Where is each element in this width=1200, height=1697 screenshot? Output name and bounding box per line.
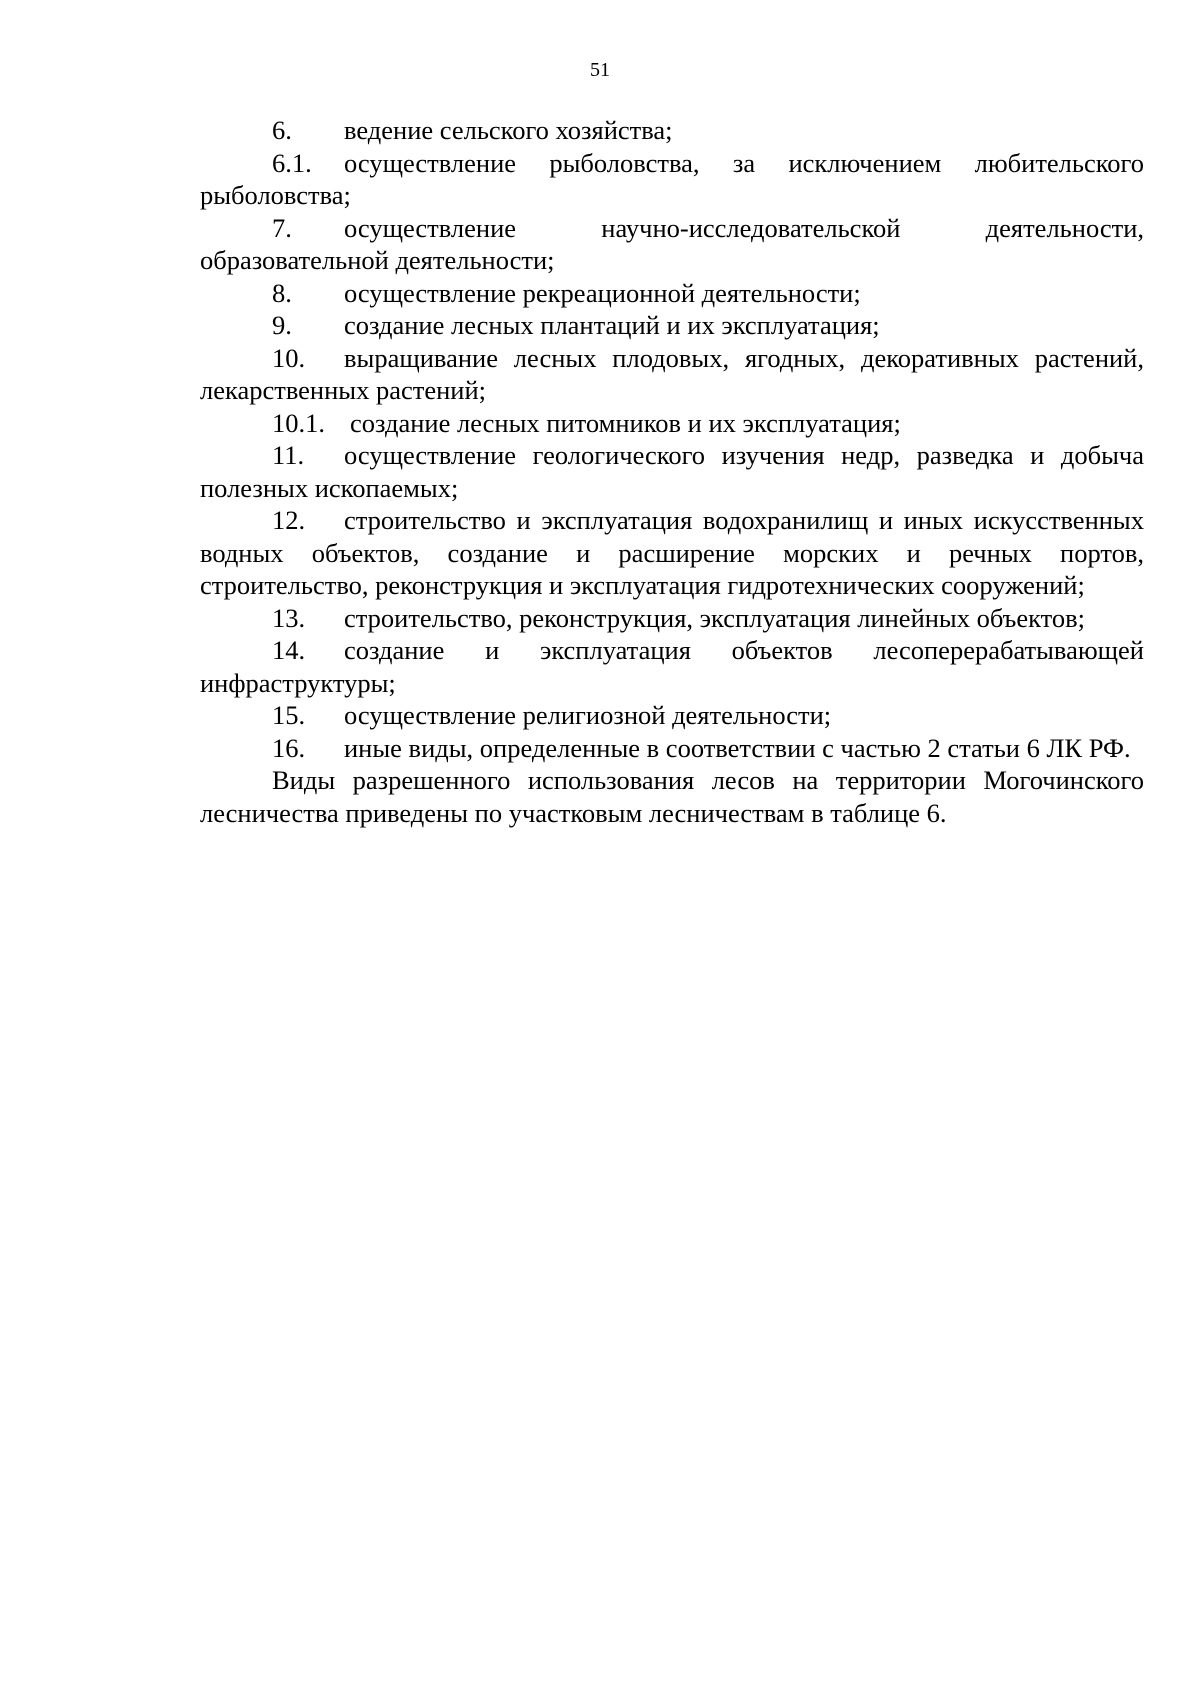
item-text: выращивание лесных плодовых, ягодных, декоративных растений, лекарственных растений; bbox=[200, 342, 1144, 405]
item-number: 14. bbox=[272, 635, 306, 665]
item-number: 12. bbox=[272, 505, 306, 535]
item-number: 10.1. bbox=[272, 407, 325, 438]
item-text: осуществление научно-исследовательской деятельности, образовательной деятельности; bbox=[200, 212, 1144, 275]
page-body bbox=[200, 114, 1144, 829]
item-number: 10. bbox=[272, 342, 306, 373]
list-item bbox=[200, 732, 1144, 765]
list-item bbox=[200, 602, 1144, 635]
item-text: создание лесных плантаций и их эксплуатация; bbox=[344, 310, 880, 340]
list-item bbox=[200, 342, 1144, 407]
item-text: осуществление рекреационной деятельности; bbox=[344, 277, 861, 308]
item-text: осуществление религиозной деятельности; bbox=[344, 700, 832, 730]
item-number: 11. bbox=[272, 440, 305, 470]
list-item bbox=[200, 212, 1144, 277]
item-text: строительство, реконструкция, эксплуатация линейных объектов; bbox=[344, 602, 1086, 633]
page-number: 51 bbox=[590, 59, 610, 81]
item-text: осуществление геологического изучения недр, разведка и добыча полезных ископаемых; bbox=[200, 440, 1144, 503]
list-item bbox=[200, 504, 1144, 602]
item-text: иные виды, определенные в соответствии с частью 2 статьи 6 ЛК РФ. bbox=[344, 732, 1131, 763]
item-number: 16. bbox=[272, 732, 306, 763]
list-item bbox=[200, 147, 1144, 212]
item-number: 13. bbox=[272, 602, 306, 633]
item-text: ведение сельского хозяйства; bbox=[344, 115, 673, 145]
item-number: 15. bbox=[272, 700, 306, 730]
item-text: осуществление рыболовства, за исключением любительского рыболовства; bbox=[200, 147, 1144, 210]
item-text: создание лесных питомников и их эксплуатация; bbox=[350, 407, 901, 438]
closing-paragraph: Виды разрешенного использования лесов на территории Могочинского лесничества приведены по участковым лесничествам в таблице 6. bbox=[200, 765, 1144, 828]
list-item bbox=[200, 634, 1144, 699]
item-number: 7. bbox=[272, 212, 292, 243]
list-item bbox=[200, 277, 1144, 310]
list-item bbox=[200, 309, 1144, 342]
item-number: 6.1. bbox=[272, 147, 312, 178]
item-text: строительство и эксплуатация водохранилищ и иных искусственных водных объектов, создание и расширение морских и речных портов, строительство, реконструкция и эксплуатация гидротехнических сооружений; bbox=[200, 505, 1144, 600]
item-number: 9. bbox=[272, 310, 292, 340]
item-text: создание и эксплуатация объектов лесоперерабатывающей инфраструктуры; bbox=[200, 635, 1144, 698]
list-item bbox=[200, 699, 1144, 732]
list-item bbox=[200, 407, 1144, 440]
item-number: 6. bbox=[272, 115, 292, 145]
item-number: 8. bbox=[272, 277, 292, 308]
list-item bbox=[200, 114, 1144, 147]
list-item bbox=[200, 439, 1144, 504]
